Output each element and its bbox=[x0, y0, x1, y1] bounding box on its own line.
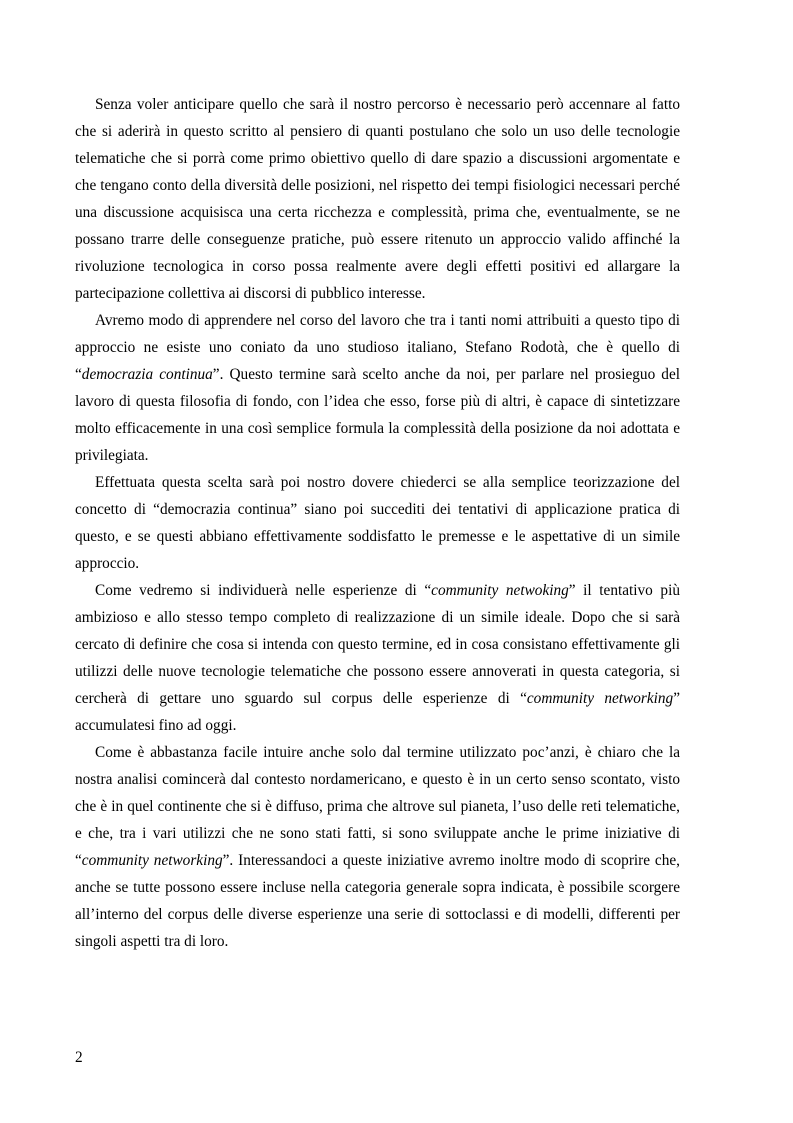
text-run: Come è abbastanza facile intuire anche solo dal termine utilizzato poc’anzi, è chiaro che la nostra analisi comincerà dal contesto nordamericano, e questo è in un certo senso scontato, visto che è in quel continente che si è diffuso, prima che altrove sul pianeta, l’uso delle reti telematiche, e che, tra i vari utilizzi che ne sono stati fatti, si sono sviluppate anche le prime iniziative di “ bbox=[75, 744, 680, 869]
italic-text-run: community netwoking bbox=[431, 582, 569, 599]
text-run: ”. Interessandoci a queste iniziative avremo inoltre modo di scoprire che, anche se tutte possono essere incluse nella categoria generale sopra indicata, è possibile scorgere all’interno del corpus delle diverse esperienze una serie di sottoclassi e di modelli, differenti per singoli aspetti tra di loro. bbox=[75, 852, 680, 950]
paragraph bbox=[75, 577, 680, 739]
paragraph bbox=[75, 91, 680, 307]
page-body bbox=[75, 91, 680, 955]
paragraph bbox=[75, 469, 680, 577]
italic-text-run: community networking bbox=[526, 690, 674, 707]
text-run: ” il tentativo più ambizioso e allo stesso tempo completo di realizzazione di un simile ideale. Dopo che si sarà cercato di definire che cosa si intenda con questo termine, ed in cosa consistano effettivamente gli utilizzi delle nuove tecnologie telematiche che possono essere annoverati in questa categoria, si cercherà di gettare uno sguardo sul corpus delle esperienze di “ bbox=[75, 582, 680, 707]
italic-text-run: community networking bbox=[81, 852, 223, 869]
italic-text-run: democrazia continua bbox=[81, 366, 213, 383]
text-run: Avremo modo di apprendere nel corso del lavoro che tra i tanti nomi attribuiti a questo tipo di approccio ne esiste uno coniato da uno studioso italiano, Stefano Rodotà, che è quello di “ bbox=[75, 312, 680, 383]
paragraph bbox=[75, 307, 680, 469]
text-run: ”. Questo termine sarà scelto anche da noi, per parlare nel prosieguo del lavoro di questa filosofia di fondo, con l’idea che esso, forse più di altri, è capace di sintetizzare molto efficacemente in una così semplice formula la complessità della posizione da noi adottata e privilegiata. bbox=[75, 366, 680, 464]
text-run: Effettuata questa scelta sarà poi nostro dovere chiederci se alla semplice teorizzazione del concetto di “democrazia continua” siano poi succediti dei tentativi di applicazione pratica di questo, e se questi abbiano effettivamente soddisfatto le premesse e le aspettative di un simile approccio. bbox=[75, 474, 680, 572]
text-run: Come vedremo si individuerà nelle esperienze di “ bbox=[95, 582, 432, 599]
text-run: ” accumulatesi fino ad oggi. bbox=[75, 690, 680, 734]
page-number: 2 bbox=[75, 1049, 83, 1066]
paragraph bbox=[75, 739, 680, 955]
text-run: Senza voler anticipare quello che sarà il nostro percorso è necessario però accennare al fatto che si aderirà in questo scritto al pensiero di quanti postulano che solo un uso delle tecnologie telematiche che si porrà come primo obiettivo quello di dare spazio a discussioni argomentate e che tengano conto della diversità delle posizioni, nel rispetto dei tempi fisiologici necessari perché una discussione acquisisca una certa ricchezza e complessità, prima che, eventualmente, se ne possano trarre delle conseguenze pratiche, può essere ritenuto un approccio valido affinché la rivoluzione tecnologica in corso possa realmente avere degli effetti positivi ed allargare la partecipazione collettiva ai discorsi di pubblico interesse. bbox=[75, 96, 680, 302]
